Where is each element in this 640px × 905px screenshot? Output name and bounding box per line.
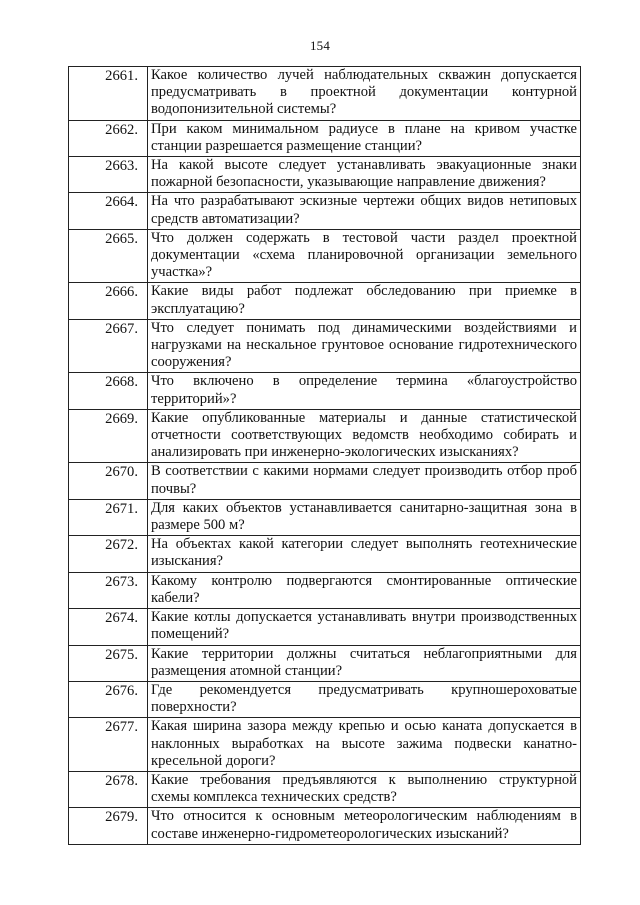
- table-row: [69, 67, 581, 121]
- question-text: Какое количество лучей наблюдательных скважин допускается предусматривать в проектной документации контурной водопонизительной системы?: [148, 67, 581, 121]
- question-text: Какие территории должны считаться неблагоприятными для размещения атомной станции?: [148, 645, 581, 681]
- question-number: 2670.: [69, 463, 148, 499]
- question-number: 2678.: [69, 771, 148, 807]
- table-row: [69, 718, 581, 772]
- table-row: [69, 499, 581, 535]
- question-number: 2662.: [69, 120, 148, 156]
- question-number: 2676.: [69, 681, 148, 717]
- table-row: [69, 463, 581, 499]
- question-number: 2672.: [69, 536, 148, 572]
- question-number: 2673.: [69, 572, 148, 608]
- question-number: 2675.: [69, 645, 148, 681]
- question-text: Какая ширина зазора между крепью и осью каната допускается в наклонных выработках на высоте зажима подвески канатно-кресельной дороги?: [148, 718, 581, 772]
- table-row: [69, 229, 581, 283]
- table-row: [69, 283, 581, 319]
- table-row: [69, 120, 581, 156]
- question-text: При каком минимальном радиусе в плане на кривом участке станции разрешается размещение станции?: [148, 120, 581, 156]
- question-number: 2668.: [69, 373, 148, 409]
- table-row: [69, 536, 581, 572]
- question-text: Что относится к основным метеорологическим наблюдениям в составе инженерно-гидрометеорологических изысканий?: [148, 808, 581, 844]
- question-text: На что разрабатывают эскизные чертежи общих видов нетиповых средств автоматизации?: [148, 193, 581, 229]
- question-text: Какие требования предъявляются к выполнению структурной схемы комплекса технических средств?: [148, 771, 581, 807]
- table-row: [69, 645, 581, 681]
- question-text: Какие котлы допускается устанавливать внутри производственных помещений?: [148, 609, 581, 645]
- question-text: Что следует понимать под динамическими воздействиями и нагрузками на нескальное грунтовое основание гидротехнического сооружения?: [148, 319, 581, 373]
- questions-table-body: [69, 67, 581, 845]
- table-row: [69, 373, 581, 409]
- question-number: 2671.: [69, 499, 148, 535]
- table-row: [69, 572, 581, 608]
- table-row: [69, 808, 581, 844]
- table-row: [69, 319, 581, 373]
- question-text: Какие опубликованные материалы и данные статистической отчетности соответствующих ведомств необходимо собирать и анализировать при инженерно-экологических изысканиях?: [148, 409, 581, 463]
- question-text: Что должен содержать в тестовой части раздел проектной документации «схема планировочной организации земельного участка»?: [148, 229, 581, 283]
- question-number: 2669.: [69, 409, 148, 463]
- table-row: [69, 409, 581, 463]
- question-number: 2665.: [69, 229, 148, 283]
- question-number: 2677.: [69, 718, 148, 772]
- question-text: На объектах какой категории следует выполнять геотехнические изыскания?: [148, 536, 581, 572]
- table-row: [69, 193, 581, 229]
- question-number: 2663.: [69, 157, 148, 193]
- question-number: 2666.: [69, 283, 148, 319]
- page-number: 154: [309, 38, 331, 53]
- questions-table: [68, 66, 581, 845]
- question-text: На какой высоте следует устанавливать эвакуационные знаки пожарной безопасности, указывающие направление движения?: [148, 157, 581, 193]
- table-row: [69, 681, 581, 717]
- question-number: 2667.: [69, 319, 148, 373]
- question-number: 2661.: [69, 67, 148, 121]
- question-text: Какому контролю подвергаются смонтированные оптические кабели?: [148, 572, 581, 608]
- question-text: Какие виды работ подлежат обследованию при приемке в эксплуатацию?: [148, 283, 581, 319]
- table-row: [69, 157, 581, 193]
- question-number: 2679.: [69, 808, 148, 844]
- question-number: 2674.: [69, 609, 148, 645]
- question-text: Для каких объектов устанавливается санитарно-защитная зона в размере 500 м?: [148, 499, 581, 535]
- table-row: [69, 771, 581, 807]
- question-text: Что включено в определение термина «благоустройство территорий»?: [148, 373, 581, 409]
- question-number: 2664.: [69, 193, 148, 229]
- table-row: [69, 609, 581, 645]
- question-text: В соответствии с какими нормами следует производить отбор проб почвы?: [148, 463, 581, 499]
- question-text: Где рекомендуется предусматривать крупношероховатые поверхности?: [148, 681, 581, 717]
